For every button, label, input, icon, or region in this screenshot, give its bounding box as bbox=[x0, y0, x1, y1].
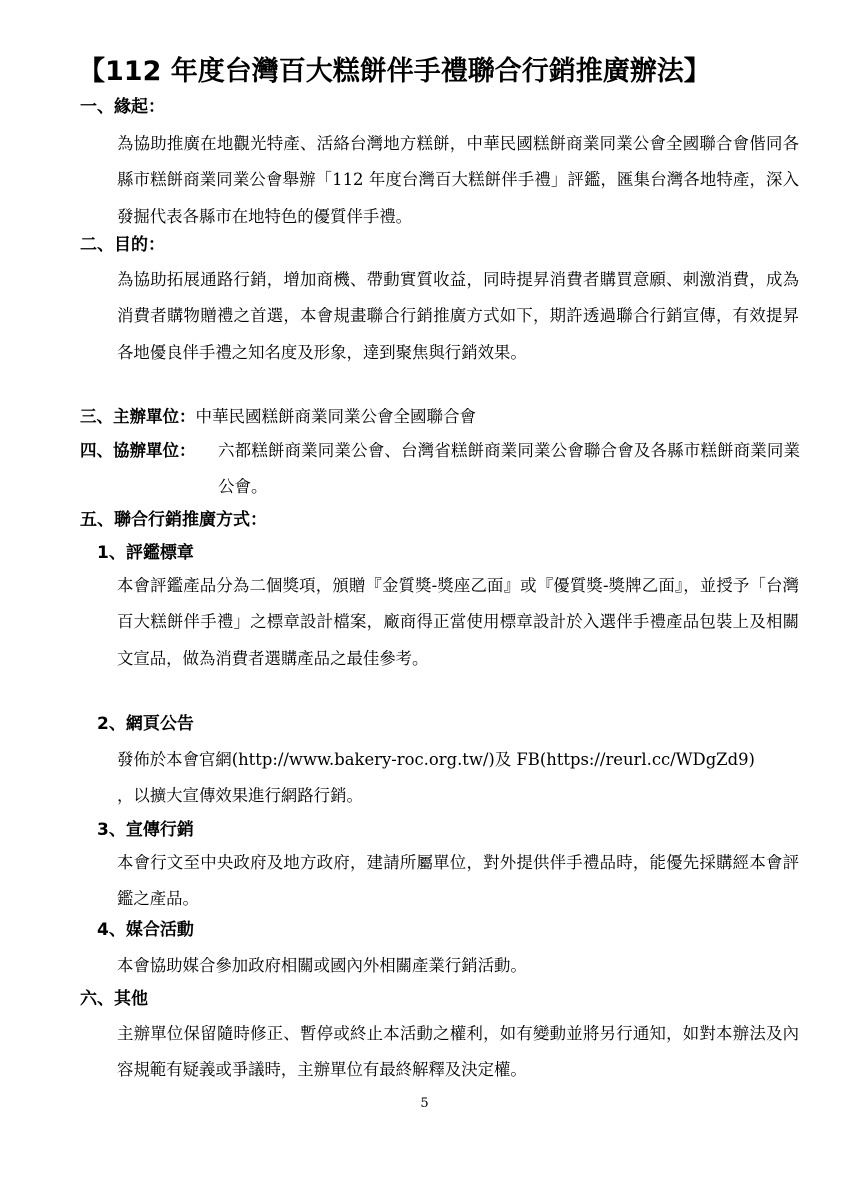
method-1-heading: 1、評鑑標章 bbox=[97, 543, 194, 563]
section-purpose-heading: 二、目的： bbox=[80, 235, 165, 255]
document-title: 【112 年度台灣百大糕餅伴手禮聯合行銷推廣辦法】 bbox=[78, 56, 711, 87]
section-other-body: 主辦單位保留隨時修正、暫停或終止本活動之權利，如有變動並將另行通知，如對本辦法及內容規範有疑義或爭議時，主辦單位有最終解釋及決定權。 bbox=[117, 1024, 799, 1080]
method-3-body: 本會行文至中央政府及地方政府，建請所屬單位，對外提供伴手禮品時，能優先採購經本會評鑑之產品。 bbox=[117, 853, 799, 909]
method-1-body: 本會評鑑產品分為二個獎項，頒贈『金質獎-獎座乙面』或『優質獎-獎牌乙面』，並授予「台灣百大糕餅伴手禮」之標章設計檔案，廠商得正當使用標章設計於入選伴手禮產品包裝上及相關文宣品，做為消費者選購產品之最佳參考。 bbox=[117, 576, 799, 668]
co-organizer-label: 四、協辦單位： bbox=[80, 441, 196, 460]
section-methods-heading: 五、聯合行銷推廣方式： bbox=[80, 510, 267, 530]
section-purpose-body: 為協助拓展通路行銷，增加商機、帶動實質收益，同時提昇消費者購買意願、刺激消費，成為消費者購物贈禮之首選，本會規畫聯合行銷推廣方式如下，期許透過聯合行銷宣傳，有效提昇各地優良伴手禮之知名度及形象，達到聚焦與行銷效果。 bbox=[117, 270, 799, 362]
section-other-heading: 六、其他 bbox=[80, 989, 148, 1009]
method-4-body: 本會協助媒合參加政府相關或國內外相關產業行銷活動。 bbox=[117, 956, 527, 975]
method-2-line2: ，以擴大宣傳效果進行網路行銷。 bbox=[117, 786, 363, 805]
page-number: 5 bbox=[420, 1096, 429, 1111]
section-origin-body: 為協助推廣在地觀光特產、活絡台灣地方糕餅，中華民國糕餅商業同業公會全國聯合會偕同各縣市糕餅商業同業公會舉辦「112 年度台灣百大糕餅伴手禮」評鑑，匯集台灣各地特產，深入發掘代表各縣市在地特色的優質伴手禮。 bbox=[117, 134, 799, 226]
organizer-label: 三、主辦單位： bbox=[80, 407, 196, 426]
co-organizer-value: 六都糕餅商業同業公會、台灣省糕餅商業同業公會聯合會及各縣市糕餅商業同業公會。 bbox=[218, 441, 800, 496]
section-co-organizer bbox=[80, 433, 800, 505]
method-4-heading: 4、媒合活動 bbox=[97, 920, 194, 940]
method-3-heading: 3、宣傳行銷 bbox=[97, 820, 194, 840]
method-2-line1: 發佈於本會官網(http://www.bakery-roc.org.tw/)及 FB(https://reurl.cc/WDgZd9) bbox=[117, 750, 755, 769]
section-organizer bbox=[80, 402, 476, 432]
section-origin-heading: 一、緣起： bbox=[80, 97, 165, 117]
method-2-heading: 2、網頁公告 bbox=[97, 714, 194, 734]
organizer-value: 中華民國糕餅商業同業公會全國聯合會 bbox=[195, 407, 476, 426]
